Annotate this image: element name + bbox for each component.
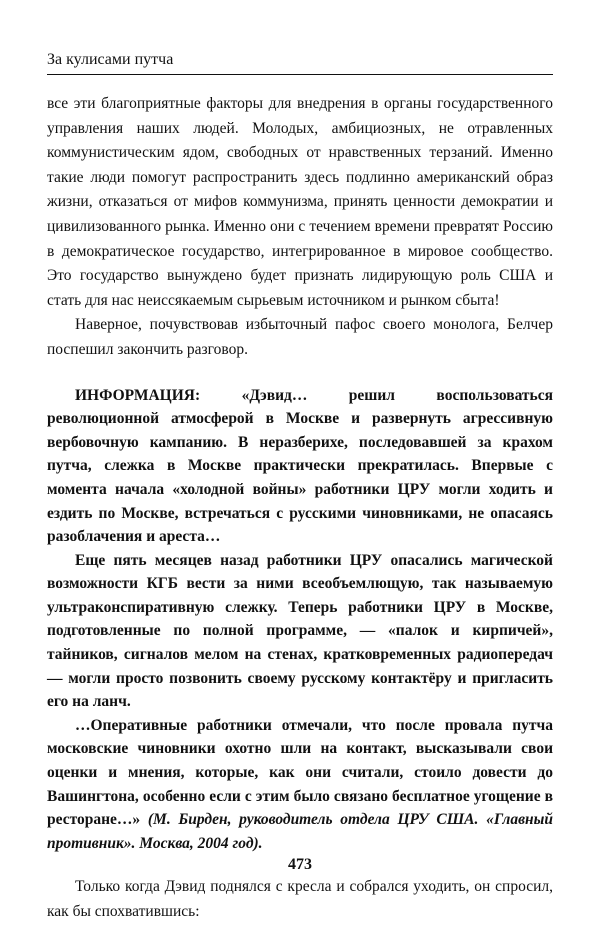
running-title: За кулисами путча: [47, 51, 174, 68]
info-paragraph: [47, 384, 553, 549]
paragraph-continuation: все эти благоприятные факторы для внедрения в органы государственного управления наших людей. Молодых, амбициозных, не отравленных коммунистическим ядом, свободных от нравственных терзаний. Именно такие люди помогут распространить здесь подлинно американский образ жизни, отказаться от мифов коммунизма, принять ценности демократии и цивилизованного рынка. Именно они с течением времени превратят Россию в демократическое государство, интегрированное в мировое сообщество. Это государство вынуждено будет признать лидирующую роль США и стать для нас неиссякаемым сырьевым источником и рынком сбыта!: [47, 95, 553, 309]
info-label: ИНФОРМАЦИЯ:: [75, 386, 201, 404]
info-paragraph-3: [47, 714, 553, 856]
citation: (М. Бирден, руководитель отдела ЦРУ США. «Главный противник». Москва, 2004 год).: [47, 811, 553, 852]
info-body: «Дэвид… решил воспользоваться революционной атмосферой в Москве и развернуть агрессивную вербовочную кампанию. В неразберихе, последовавшей за крахом путча, слежка в Москве практически прекратилась. Впервые с момента начала «холодной войны» работники ЦРУ могли ходить и ездить по Москве, встречаться с русскими чиновниками, не опасаясь разоблачения и ареста…: [47, 386, 553, 546]
page-number: 473: [288, 856, 312, 873]
paragraph-belcher: Наверное, почувствовав избыточный пафос своего монолога, Белчер поспешил закончить разговор.: [47, 316, 553, 358]
page-body: [47, 92, 553, 925]
info-paragraph-2: Еще пять месяцев назад работники ЦРУ опасались магической возможности КГБ вести за ними всеобъемлющую, так называемую ультраконспиративную слежку. Теперь работники ЦРУ в Москве, подготовленные по полной программе, — «палок и кирпичей», тайников, сигналов мелом на стенах, кратковременных радиопередач — могли просто позвонить своему русскому контактёру и пригласить его на ланч.: [47, 551, 553, 711]
running-header: [47, 50, 553, 75]
paragraph-david: Только когда Дэвид поднялся с кресла и собрался уходить, он спросил, как бы спохватившись:: [47, 878, 553, 920]
info-quote-end: …Оперативные работники отмечали, что после провала путча московские чиновники охотно шли на контакт, высказывали свои оценки и мнения, которые, как они считали, стоило довести до Вашингтона, особенно если с этим было связано бесплатное угощение в ресторане…»: [47, 716, 553, 829]
